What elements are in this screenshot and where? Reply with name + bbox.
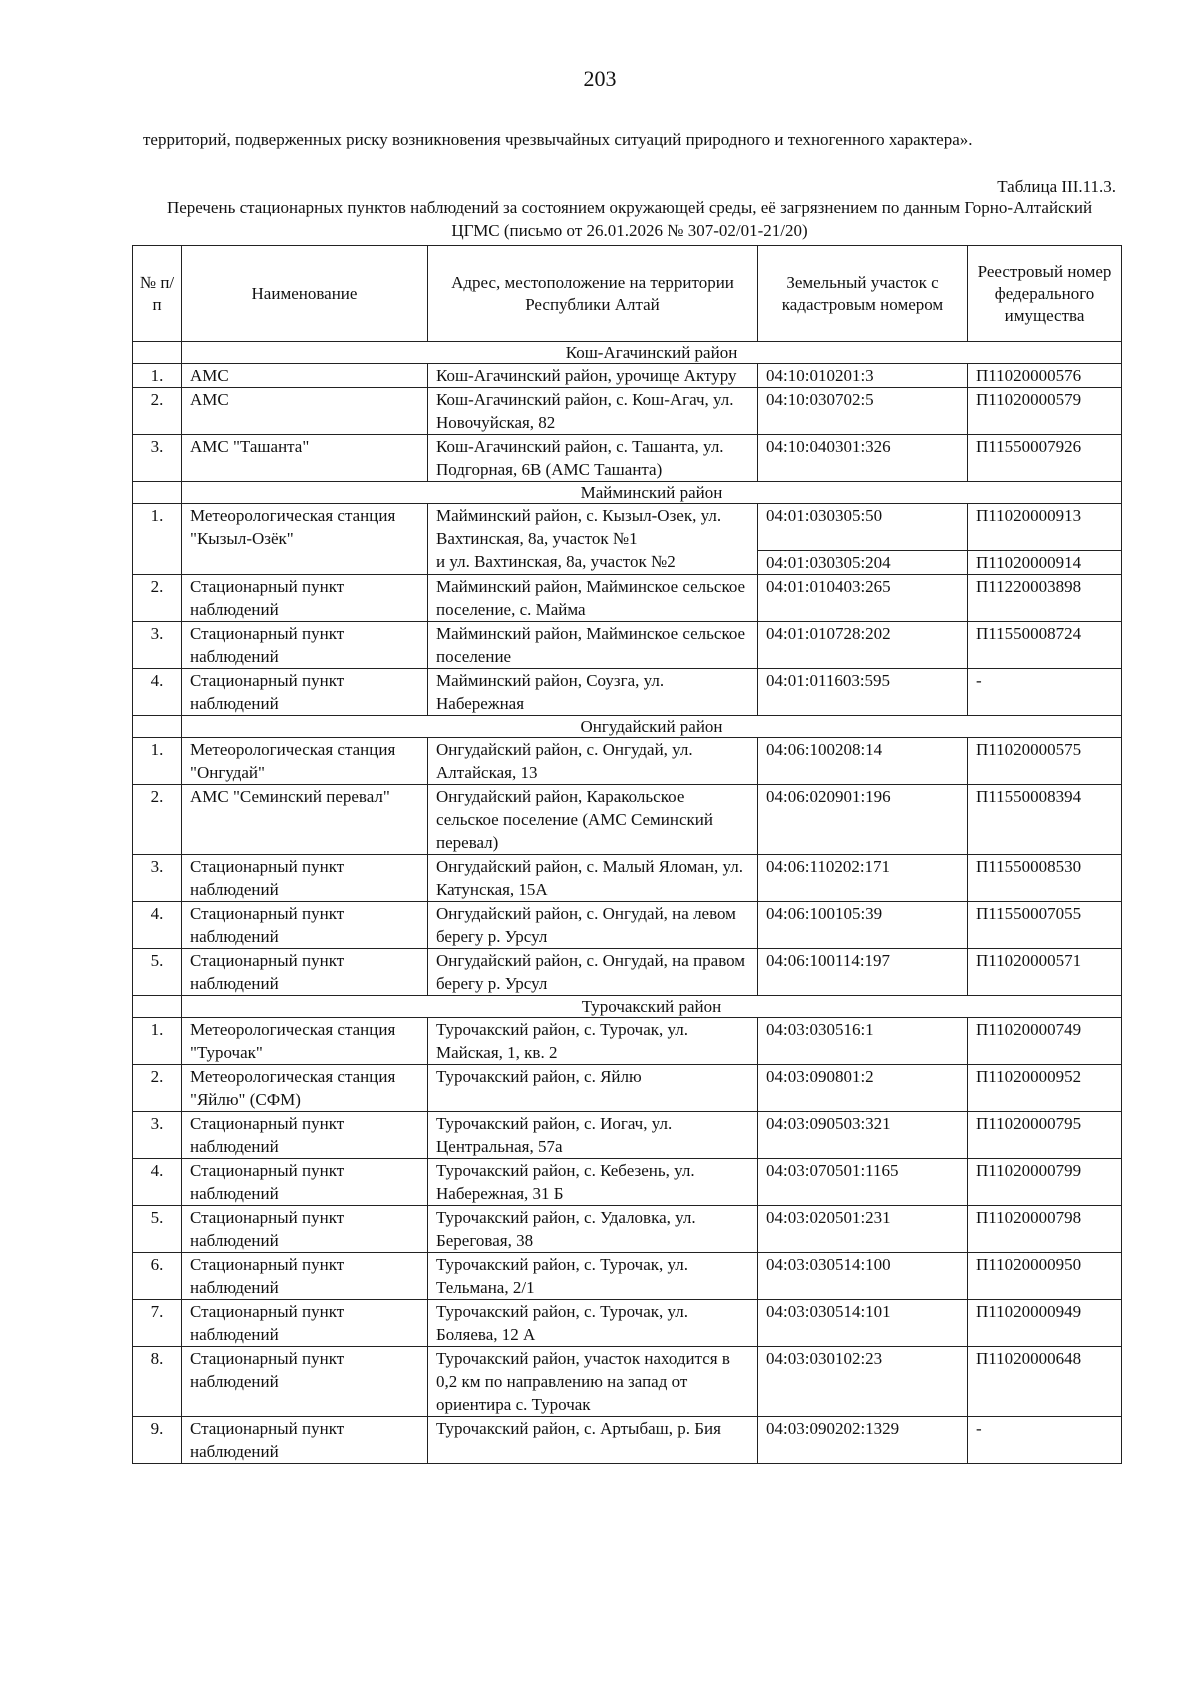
cadastral-number: 04:01:030305:50 — [758, 504, 968, 551]
cadastral-number: 04:06:100105:39 — [758, 901, 968, 948]
registry-number: П11550008394 — [968, 784, 1122, 854]
header-cadastral: Земельный участок с кадастровым номером — [758, 246, 968, 342]
station-name: Метеорологическая станция "Турочак" — [182, 1017, 428, 1064]
table-row — [133, 504, 1122, 551]
registry-number: П11550007055 — [968, 901, 1122, 948]
row-number: 4. — [133, 668, 182, 715]
table-number: Таблица III.11.3. — [997, 177, 1116, 196]
table-row — [133, 854, 1122, 901]
table-row — [133, 668, 1122, 715]
header-registry: Реестровый номер федерального имущества — [968, 246, 1122, 342]
cadastral-number: 04:03:030516:1 — [758, 1017, 968, 1064]
cadastral-number: 04:03:020501:231 — [758, 1205, 968, 1252]
row-number: 2. — [133, 784, 182, 854]
station-name: Стационарный пункт наблюдений — [182, 854, 428, 901]
station-address: Турочакский район, с. Турочак, ул. Боляева, 12 А — [428, 1299, 758, 1346]
row-number: 1. — [133, 504, 182, 575]
station-name: Стационарный пункт наблюдений — [182, 1416, 428, 1463]
station-name: Метеорологическая станция "Кызыл-Озёк" — [182, 504, 428, 575]
cadastral-number: 04:03:090503:321 — [758, 1111, 968, 1158]
table-row — [133, 948, 1122, 995]
registry-number: П11020000575 — [968, 737, 1122, 784]
table-row — [133, 1205, 1122, 1252]
station-name: Метеорологическая станция "Яйлю" (СФМ) — [182, 1064, 428, 1111]
station-address: Турочакский район, с. Яйлю — [428, 1064, 758, 1111]
station-address: Онгудайский район, Каракольское сельское поселение (АМС Семинский перевал) — [428, 784, 758, 854]
table-row — [133, 1346, 1122, 1416]
district-title: Майминский район — [182, 482, 1122, 504]
district-title: Турочакский район — [182, 995, 1122, 1017]
district-empty-cell — [133, 715, 182, 737]
registry-number: П11020000571 — [968, 948, 1122, 995]
cadastral-number: 04:03:090202:1329 — [758, 1416, 968, 1463]
cadastral-number: 04:03:070501:1165 — [758, 1158, 968, 1205]
district-row — [133, 715, 1122, 737]
station-name: Стационарный пункт наблюдений — [182, 574, 428, 621]
district-row — [133, 995, 1122, 1017]
district-empty-cell — [133, 995, 182, 1017]
table-row — [133, 1416, 1122, 1463]
row-number: 3. — [133, 854, 182, 901]
station-name: Метеорологическая станция "Онгудай" — [182, 737, 428, 784]
station-name: Стационарный пункт наблюдений — [182, 1111, 428, 1158]
district-empty-cell — [133, 482, 182, 504]
registry-number: П11020000949 — [968, 1299, 1122, 1346]
stations-table — [132, 245, 1122, 1464]
registry-number: П11020000648 — [968, 1346, 1122, 1416]
station-address: Кош-Агачинский район, с. Кош-Агач, ул. Новочуйская, 82 — [428, 388, 758, 435]
row-number: 7. — [133, 1299, 182, 1346]
station-address: Турочакский район, с. Удаловка, ул. Береговая, 38 — [428, 1205, 758, 1252]
station-name: АМС — [182, 364, 428, 388]
cadastral-number: 04:01:010403:265 — [758, 574, 968, 621]
registry-number: П11020000799 — [968, 1158, 1122, 1205]
registry-number: П11220003898 — [968, 574, 1122, 621]
station-name: Стационарный пункт наблюдений — [182, 948, 428, 995]
cadastral-number: 04:01:010728:202 — [758, 621, 968, 668]
cadastral-number: 04:03:030514:101 — [758, 1299, 968, 1346]
table-row — [133, 1064, 1122, 1111]
intro-paragraph: территорий, подверженных риску возникновения чрезвычайных ситуаций природного и техногенного характера». — [143, 130, 973, 149]
row-number: 1. — [133, 1017, 182, 1064]
registry-number: П11020000579 — [968, 388, 1122, 435]
row-number: 9. — [133, 1416, 182, 1463]
table-row — [133, 901, 1122, 948]
station-address: Кош-Агачинский район, урочище Актуру — [428, 364, 758, 388]
station-name: Стационарный пункт наблюдений — [182, 668, 428, 715]
cadastral-number: 04:06:110202:171 — [758, 854, 968, 901]
registry-number: П11020000795 — [968, 1111, 1122, 1158]
station-name: Стационарный пункт наблюдений — [182, 1299, 428, 1346]
row-number: 4. — [133, 901, 182, 948]
registry-number: - — [968, 668, 1122, 715]
table-row — [133, 621, 1122, 668]
header-address: Адрес, местоположение на территории Республики Алтай — [428, 246, 758, 342]
station-name: Стационарный пункт наблюдений — [182, 1346, 428, 1416]
station-name: Стационарный пункт наблюдений — [182, 621, 428, 668]
row-number: 1. — [133, 364, 182, 388]
table-row — [133, 1017, 1122, 1064]
district-empty-cell — [133, 342, 182, 364]
cadastral-number: 04:10:040301:326 — [758, 435, 968, 482]
table-row — [133, 1299, 1122, 1346]
station-address: Онгудайский район, с. Малый Яломан, ул. Катунская, 15А — [428, 854, 758, 901]
table-row — [133, 1252, 1122, 1299]
station-address: Онгудайский район, с. Онгудай, ул. Алтайская, 13 — [428, 737, 758, 784]
district-row — [133, 482, 1122, 504]
registry-number: П11020000749 — [968, 1017, 1122, 1064]
station-address: Турочакский район, с. Турочак, ул. Тельмана, 2/1 — [428, 1252, 758, 1299]
registry-number: П11020000950 — [968, 1252, 1122, 1299]
row-number: 3. — [133, 435, 182, 482]
table-row — [133, 737, 1122, 784]
station-address: Майминский район, Майминское сельское поселение, с. Майма — [428, 574, 758, 621]
station-name: Стационарный пункт наблюдений — [182, 1205, 428, 1252]
row-number: 6. — [133, 1252, 182, 1299]
row-number: 2. — [133, 574, 182, 621]
page-number: 203 — [583, 66, 617, 91]
row-number: 8. — [133, 1346, 182, 1416]
station-address: Турочакский район, с. Артыбаш, р. Бия — [428, 1416, 758, 1463]
station-address: Онгудайский район, с. Онгудай, на правом берегу р. Урсул — [428, 948, 758, 995]
row-number: 1. — [133, 737, 182, 784]
cadastral-number: 04:06:100208:14 — [758, 737, 968, 784]
row-number: 3. — [133, 1111, 182, 1158]
table-header-row — [133, 246, 1122, 342]
header-num: № п/п — [133, 246, 182, 342]
registry-number: - — [968, 1416, 1122, 1463]
station-address: Турочакский район, участок находится в 0,2 км по направлению на запад от ориентира с. Турочак — [428, 1346, 758, 1416]
station-address: Майминский район, Майминское сельское поселение — [428, 621, 758, 668]
registry-number: П11550007926 — [968, 435, 1122, 482]
station-address-extra: и ул. Вахтинская, 8а, участок №2 — [428, 550, 758, 574]
district-title: Онгудайский район — [182, 715, 1122, 737]
cadastral-number: 04:01:030305:204 — [758, 550, 968, 574]
station-address: Турочакский район, с. Кебезень, ул. Набережная, 31 Б — [428, 1158, 758, 1205]
station-address: Турочакский район, с. Иогач, ул. Центральная, 57а — [428, 1111, 758, 1158]
station-name: АМС "Семинский перевал" — [182, 784, 428, 854]
row-number: 5. — [133, 948, 182, 995]
table-row — [133, 364, 1122, 388]
table-row — [133, 1111, 1122, 1158]
station-name: Стационарный пункт наблюдений — [182, 901, 428, 948]
cadastral-number: 04:03:090801:2 — [758, 1064, 968, 1111]
registry-number: П11020000914 — [968, 550, 1122, 574]
station-name: АМС "Ташанта" — [182, 435, 428, 482]
cadastral-number: 04:06:100114:197 — [758, 948, 968, 995]
station-address: Майминский район, Соузга, ул. Набережная — [428, 668, 758, 715]
row-number: 3. — [133, 621, 182, 668]
registry-number: П11020000576 — [968, 364, 1122, 388]
table-row — [133, 1158, 1122, 1205]
registry-number: П11550008724 — [968, 621, 1122, 668]
table-row — [133, 784, 1122, 854]
station-address: Онгудайский район, с. Онгудай, на левом берегу р. Урсул — [428, 901, 758, 948]
table-row — [133, 435, 1122, 482]
table-row — [133, 388, 1122, 435]
registry-number: П11020000798 — [968, 1205, 1122, 1252]
table-row — [133, 574, 1122, 621]
row-number: 2. — [133, 388, 182, 435]
header-name: Наименование — [182, 246, 428, 342]
row-number: 5. — [133, 1205, 182, 1252]
cadastral-number: 04:06:020901:196 — [758, 784, 968, 854]
station-name: Стационарный пункт наблюдений — [182, 1158, 428, 1205]
registry-number: П11550008530 — [968, 854, 1122, 901]
registry-number: П11020000913 — [968, 504, 1122, 551]
station-address: Майминский район, с. Кызыл-Озек, ул. Вахтинская, 8а, участок №1 — [428, 504, 758, 551]
station-name: Стационарный пункт наблюдений — [182, 1252, 428, 1299]
row-number: 2. — [133, 1064, 182, 1111]
station-name: АМС — [182, 388, 428, 435]
district-title: Кош-Агачинский район — [182, 342, 1122, 364]
station-address: Кош-Агачинский район, с. Ташанта, ул. Подгорная, 6В (АМС Ташанта) — [428, 435, 758, 482]
cadastral-number: 04:10:010201:3 — [758, 364, 968, 388]
row-number: 4. — [133, 1158, 182, 1205]
cadastral-number: 04:01:011603:595 — [758, 668, 968, 715]
station-address: Турочакский район, с. Турочак, ул. Майская, 1, кв. 2 — [428, 1017, 758, 1064]
table-title: Перечень стационарных пунктов наблюдений за состоянием окружающей среды, её загрязнением по данным Горно-Алтайский ЦГМС (письмо от 26.01.2026 № 307-02/01-21/20) — [166, 198, 1093, 240]
table-body — [133, 342, 1122, 1464]
cadastral-number: 04:03:030514:100 — [758, 1252, 968, 1299]
cadastral-number: 04:10:030702:5 — [758, 388, 968, 435]
cadastral-number: 04:03:030102:23 — [758, 1346, 968, 1416]
registry-number: П11020000952 — [968, 1064, 1122, 1111]
district-row — [133, 342, 1122, 364]
